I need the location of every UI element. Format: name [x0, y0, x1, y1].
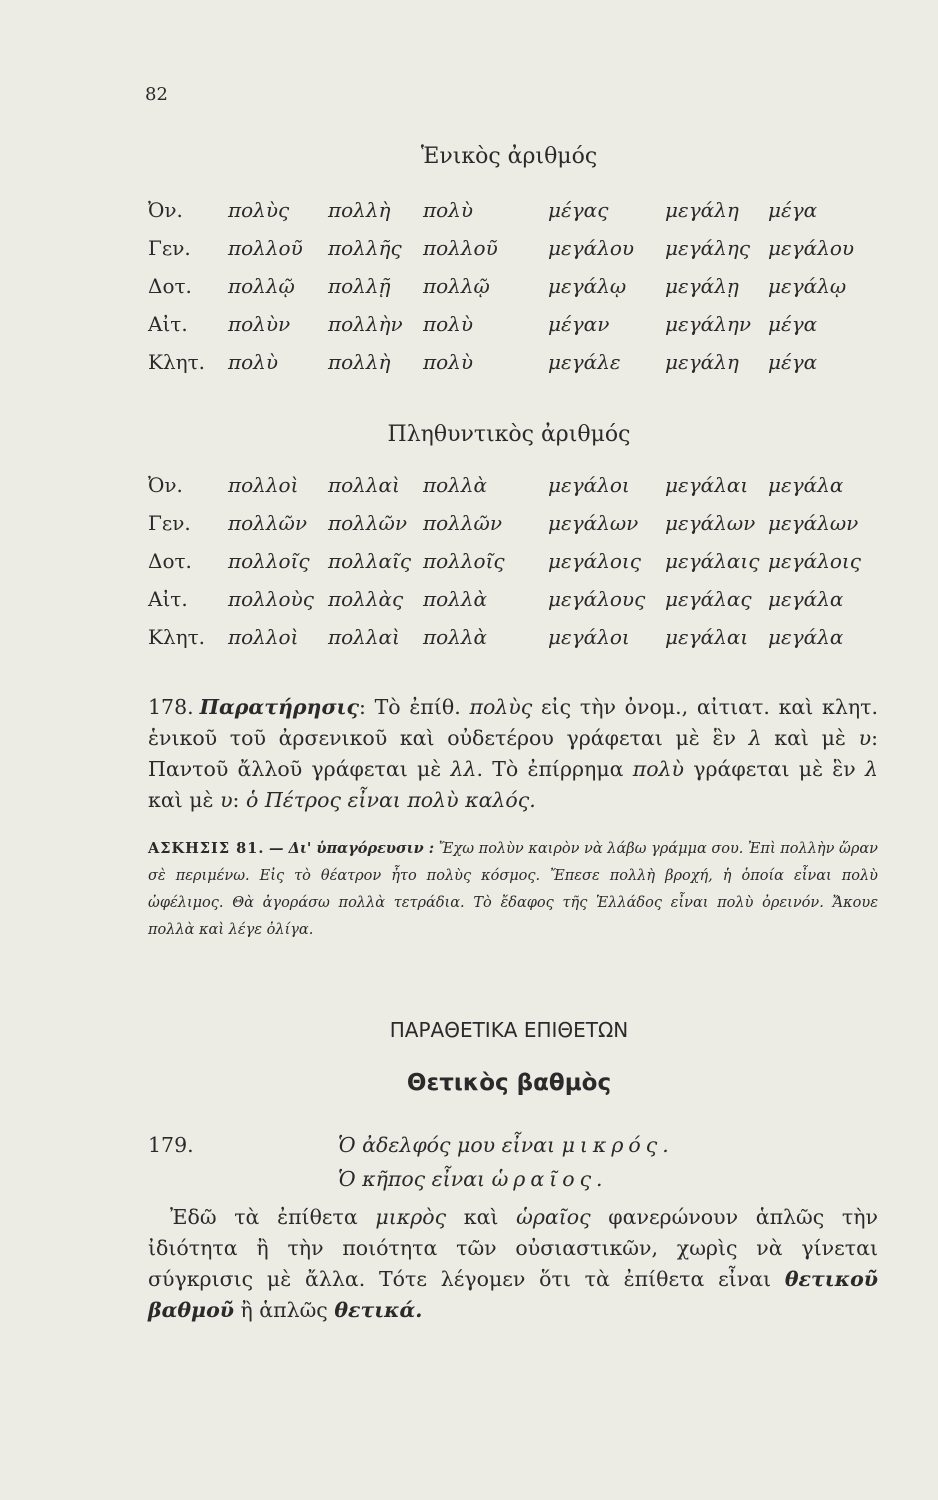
- paragraph-number: 178.: [148, 695, 194, 719]
- plural-declension-table: [148, 466, 868, 656]
- declension-form: μεγάλῃ: [665, 274, 739, 298]
- declension-form: μεγάλη: [665, 350, 739, 374]
- declension-row: [148, 305, 868, 343]
- declension-form: πολλοὶ: [228, 625, 299, 649]
- declension-form: μεγάλοις: [768, 549, 861, 573]
- declension-row: [148, 267, 868, 305]
- declension-form: μεγάλαι: [665, 625, 749, 649]
- declension-form: μεγάλαις: [665, 549, 760, 573]
- declension-form: πολὺ: [423, 198, 474, 222]
- declension-form: μεγάλων: [665, 511, 756, 535]
- declension-form: πολλαὶ: [328, 625, 400, 649]
- case-label: Δοτ.: [148, 549, 192, 573]
- declension-form: πολλῇ: [328, 274, 391, 298]
- declension-form: πολλῆς: [328, 236, 402, 260]
- declension-form: πολλὴ: [328, 350, 391, 374]
- declension-form: πολὺ: [423, 350, 474, 374]
- declension-form: μεγάλου: [768, 236, 855, 260]
- declension-form: μεγάλε: [548, 350, 621, 374]
- paragraph-178: 178. Παρατήρησις: Τὸ ἐπίθ. πολὺς εἰς τὴν ὀνομ., αἰτιατ. καὶ κλητ. ἑνικοῦ τοῦ ἀρσενικοῦ καὶ οὐδετέρου γράφεται μὲ ἓν λ καὶ μὲ υ: Παντοῦ ἄλλοῦ γράφεται μὲ λλ. Τὸ ἐπίρρημα πολὺ γράφεται μὲ ἓν λ καὶ μὲ υ: ὁ Πέτρος εἶναι πολὺ καλός.: [148, 695, 878, 812]
- singular-heading: Ἑνικὸς ἀριθμός: [420, 144, 598, 169]
- declension-row: [148, 618, 868, 656]
- declension-form: πολὺς: [228, 198, 290, 222]
- declension-form: πολλοὺς: [228, 587, 314, 611]
- declension-form: μεγάλου: [548, 236, 635, 260]
- declension-form: πολλὴν: [328, 312, 403, 336]
- declension-row: [148, 580, 868, 618]
- declension-form: μεγάλων: [548, 511, 639, 535]
- declension-form: μεγάλαι: [665, 473, 749, 497]
- declension-row: [148, 191, 868, 229]
- declension-row: [148, 229, 868, 267]
- declension-form: μεγάλοις: [548, 549, 641, 573]
- exercise-81: [148, 835, 878, 944]
- declension-form: μεγάλα: [768, 473, 844, 497]
- declension-form: μεγάλῳ: [548, 274, 627, 298]
- case-label: Αἰτ.: [148, 312, 188, 336]
- declension-form: πολλαὶ: [328, 473, 400, 497]
- paragraph-179: Ἐδῶ τὰ ἐπίθετα μικρὸς καὶ ὡραῖος φανερώνουν ἁπλῶς τὴν ἰδιότητα ἢ τὴν ποιότητα τῶν οὐσιαστικῶν, χωρὶς νὰ γίνεται σύγκρισις μὲ ἄλλα. Τότε λέγομεν ὅτι τὰ ἐπίθετα εἶναι θετικοῦ βαθμοῦ ἢ ἁπλῶς θετικά.: [148, 1205, 878, 1322]
- declension-form: πολλῶν: [423, 511, 503, 535]
- declension-form: μεγάλους: [548, 587, 646, 611]
- declension-form: πολλῶν: [328, 511, 408, 535]
- declension-form: πολλῷ: [228, 274, 295, 298]
- section-title: ΠΑΡΑΘΕΤΙΚΑ ΕΠΙΘΕΤΩΝ: [389, 1018, 629, 1042]
- declension-form: πολὺ: [228, 350, 279, 374]
- declension-form: πολλοῦ: [423, 236, 498, 260]
- declension-form: πολλοὶ: [228, 473, 299, 497]
- exercise-text: Ἔχω πολὺν καιρὸν νὰ λάβω γράμμα σου. Ἐπὶ πολλὴν ὥραν σὲ περιμένω. Εἰς τὸ θέατρον ἦτο πολὺς κόσμος. Ἔπεσε πολλὴ βροχή, ἡ ὁποία εἶναι πολὺ ὠφέλιμος. Θὰ ἀγοράσω πολλὰ τετράδια. Τὸ ἔδαφος τῆς Ἑλλάδος εἶναι πολὺ ὀρεινόν. Ἄκουε πολλὰ καὶ λέγε ὀλίγα.: [148, 841, 878, 938]
- declension-form: μεγάλης: [665, 236, 751, 260]
- declension-form: πολλοῖς: [228, 549, 310, 573]
- case-label: Ὀν.: [148, 198, 183, 222]
- declension-form: πολλῶν: [228, 511, 308, 535]
- subsection-title: Θετικὸς βαθμὸς: [406, 1070, 612, 1096]
- declension-row: [148, 466, 868, 504]
- case-label: Κλητ.: [148, 625, 206, 649]
- exercise-lead: — Δι' ὑπαγόρευσιν :: [269, 840, 435, 857]
- singular-declension-table: [148, 191, 868, 381]
- declension-form: μέγα: [768, 198, 818, 222]
- declension-row: [148, 343, 868, 381]
- declension-form: πολὺν: [228, 312, 291, 336]
- declension-form: πολλὰς: [328, 587, 404, 611]
- declension-form: πολλὰ: [423, 587, 488, 611]
- case-label: Κλητ.: [148, 350, 206, 374]
- declension-form: μεγάλοι: [548, 473, 630, 497]
- example-179: 179. Ὁ ἀδελφός μου εἶναι μικρός. Ὁ κῆπος εἶναι ὡραῖος.: [148, 1128, 674, 1196]
- declension-form: μεγάλα: [768, 625, 844, 649]
- declension-form: πολλὰ: [423, 625, 488, 649]
- declension-form: μεγάλων: [768, 511, 859, 535]
- declension-form: μέγας: [548, 198, 609, 222]
- case-label: Γεν.: [148, 236, 191, 260]
- case-label: Γεν.: [148, 511, 191, 535]
- observation-label: Παρατήρησις: [199, 695, 359, 719]
- case-label: Ὀν.: [148, 473, 183, 497]
- declension-row: [148, 504, 868, 542]
- case-label: Αἰτ.: [148, 587, 188, 611]
- case-label: Δοτ.: [148, 274, 192, 298]
- declension-row: [148, 542, 868, 580]
- declension-form: πολὺ: [423, 312, 474, 336]
- declension-form: πολλὰ: [423, 473, 488, 497]
- declension-form: μεγάλην: [665, 312, 752, 336]
- declension-form: μέγα: [768, 312, 818, 336]
- declension-form: μεγάλας: [665, 587, 752, 611]
- page-number: 82: [145, 84, 168, 105]
- declension-form: μέγαν: [548, 312, 610, 336]
- declension-form: πολλὴ: [328, 198, 391, 222]
- plural-heading: Πληθυντικὸς ἀριθμός: [387, 422, 631, 447]
- exercise-label: ΑΣΚΗΣΙΣ 81.: [148, 840, 265, 857]
- declension-form: πολλαῖς: [328, 549, 412, 573]
- declension-form: μέγα: [768, 350, 818, 374]
- example-number: 179.: [148, 1133, 194, 1157]
- declension-form: μεγάλοι: [548, 625, 630, 649]
- declension-form: μεγάλη: [665, 198, 739, 222]
- declension-form: πολλῷ: [423, 274, 490, 298]
- declension-form: μεγάλα: [768, 587, 844, 611]
- declension-form: μεγάλῳ: [768, 274, 847, 298]
- declension-form: πολλοῦ: [228, 236, 303, 260]
- declension-form: πολλοῖς: [423, 549, 505, 573]
